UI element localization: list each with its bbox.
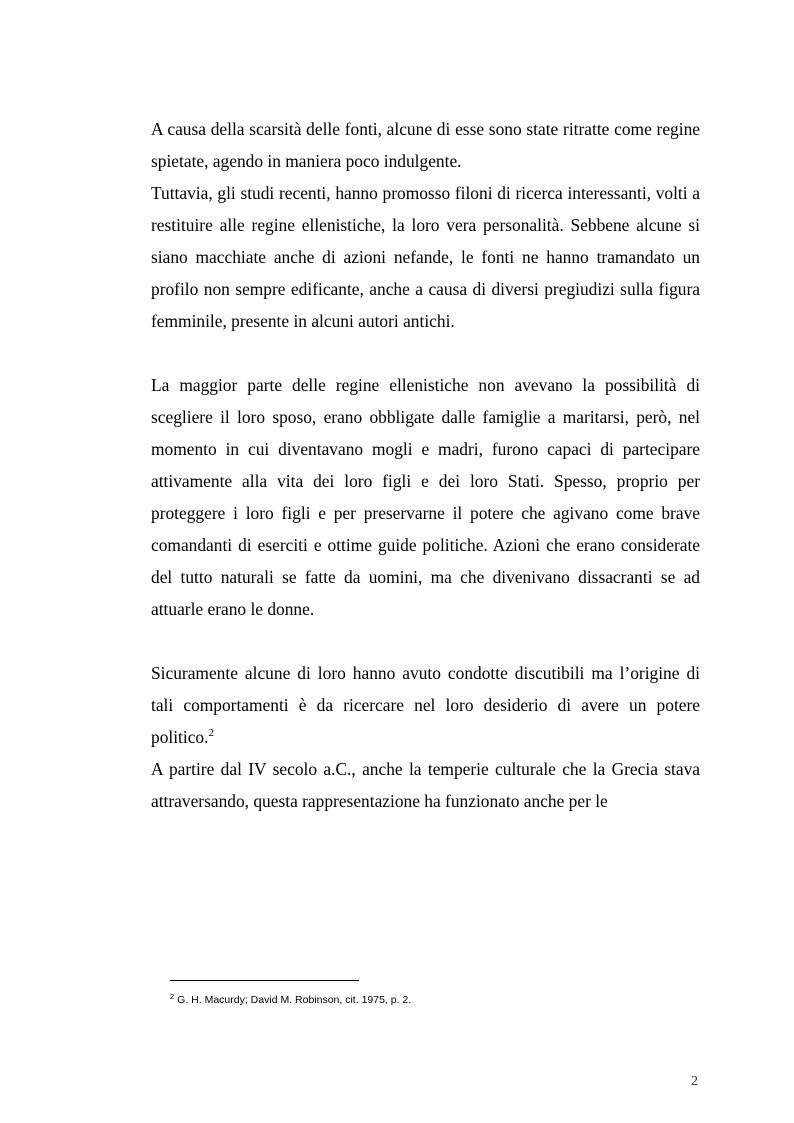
paragraph-gap [151, 625, 700, 657]
paragraph-1: A causa della scarsità delle fonti, alcune di esse sono state ritratte come regine spietate, agendo in maniera poco indulgente. [151, 119, 700, 171]
page-number: 2 [691, 1074, 698, 1089]
paragraph-5: A partire dal IV secolo a.C., anche la temperie culturale che la Grecia stava attraversando, questa rappresentazione ha funzionato anche per le [151, 759, 700, 811]
paragraph-4 [151, 657, 700, 753]
footnote-separator [170, 980, 359, 981]
footnote-reference[interactable]: 2 [208, 727, 214, 740]
paragraph-3: La maggior parte delle regine ellenistiche non avevano la possibilità di scegliere il loro sposo, erano obbligate dalle famiglie a maritarsi, però, nel momento in cui diventavano mogli e madri, furono capaci di partecipare attivamente alla vita dei loro figli e dei loro Stati. Spesso, proprio per proteggere i loro figli e per preservarne il potere che agivano come brave comandanti di eserciti e ottime guide politiche. Azioni che erano considerate del tutto naturali se fatte da uomini, ma che divenivano dissacranti se ad attuarle erano le donne. [151, 375, 700, 619]
paragraph-4-text: Sicuramente alcune di loro hanno avuto condotte discutibili ma l’origine di tali comportamenti è da ricercare nel loro desiderio di avere un potere politico. [151, 663, 700, 747]
footnote [170, 992, 700, 1008]
paragraph-2: Tuttavia, gli studi recenti, hanno promosso filoni di ricerca interessanti, volti a restituire alle regine ellenistiche, la loro vera personalità. Sebbene alcune si siano macchiate anche di azioni nefande, le fonti ne hanno tramandato un profilo non sempre edificante, anche a causa di diversi pregiudizi sulla figura femminile, presente in alcuni autori antichi. [151, 183, 700, 331]
paragraph-gap [151, 337, 700, 369]
footnote-text: G. H. Macurdy; David M. Robinson, cit. 1975, p. 2. [177, 994, 412, 1006]
body-text [151, 113, 700, 817]
footnote-marker: 2 [170, 991, 175, 1001]
